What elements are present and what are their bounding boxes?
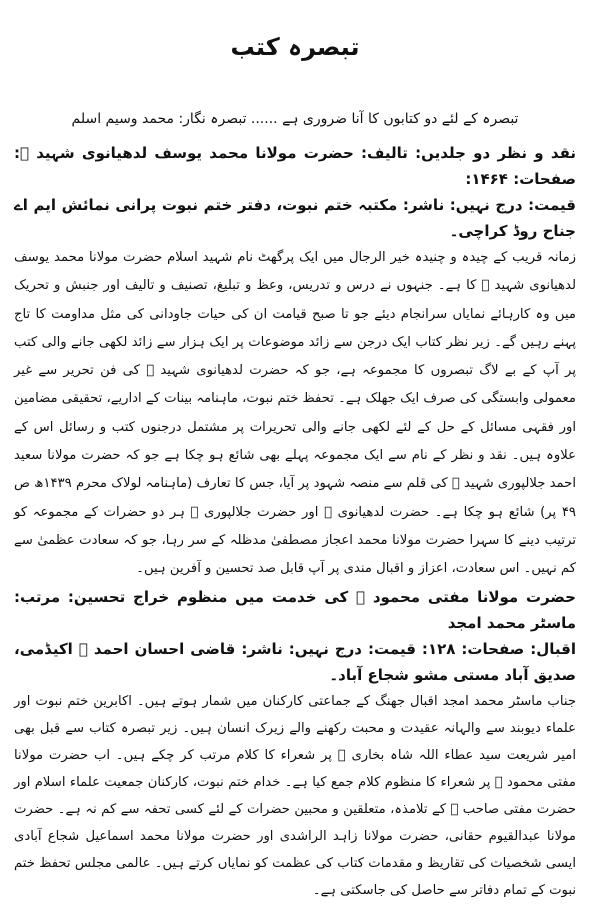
book-review-1 <box>14 140 576 584</box>
book-review-2 <box>14 584 576 904</box>
page-title: تبصرہ کتب <box>230 33 360 61</box>
book2-price: اقبال: صفحات: ۱۲۸: قیمت: درج نہیں: ناشر: قاضی احسان احمد ﷫ اکیڈمی، صدیق آباد مستی مشو شجاع آباد۔ <box>14 639 577 684</box>
book2-review: جناب ماسٹر محمد امجد اقبال جھنگ کے جماعتی کارکنان میں شمار ہوتے ہیں۔ اکابرین ختم نبوت اور علماء دیوبند سے والہانہ عقیدت و محبت رکھنے والے زیرک انسان ہیں۔ زیر تبصرہ کتاب سے قبل بھی امیر شریعت سید عطاء اللہ شاہ بخاری ﷫ پر شعراء کا کلام مرتب کر چکے ہیں۔ اب حضرت مولانا مفتی محمود ﷫ پر شعراء کا منظوم کلام جمع کیا ہے۔ خدام ختم نبوت، کارکنان جمعیت علماء اسلام اور حضرت مفتی صاحب ﷫ کے تلامذہ، متعلقین و محبین حضرات کے لئے کسی تحفہ سے کم نہ ہے۔ حضرت مولانا عبدالقیوم حقانی، حضرت مولانا زاہد الراشدی اور حضرت مولانا محمد اسماعیل شجاع آبادی ایسی شخصیات کی تقاریظ و مقدمات کتاب کی عظمت کو نمایاں کرتے ہیں۔ عالمی مجلس تحفظ ختم نبوت کے تمام دفاتر سے حاصل کی جاسکتی ہے۔ <box>14 693 576 898</box>
book1-heading: نقد و نظر دو جلدیں: تالیف: حضرت مولانا محمد یوسف لدھیانوی شہید ﷫: صفحات: ۱۴۶۴: <box>14 144 576 188</box>
book1-price: قیمت: درج نہیں: ناشر: مکتبہ ختم نبوت، دفتر ختم نبوت پرانی نمائش ایم اے جناح روڈ کراچی۔ <box>14 196 576 240</box>
book1-review: زمانہ قریب کے چیدہ و چنیدہ خیر الرجال میں ایک پرگھٹ نام شہید اسلام حضرت مولانا محمد یوسف لدھیانوی شہید ﷫ کا ہے۔ جنہوں نے درس و تدریس، وعظ و تبلیغ، تصنیف و تالیف اور جنبش و تحریک میں وہ کارہائے نمایاں سرانجام دیئے جو تا صبح قیامت ان کی حیات جاودانی کی مثل مداومت کا تاج پہنے رہیں گے۔ زیر نظر کتاب ایک درجن سے زائد موضوعات پر ایک ہزار سے زائد لکھی جانے والی کتب پر آپ کے بے لاگ تبصروں کا مجموعہ ہے، جو کہ حضرت لدھیانوی شہید ﷫ کی فن تحریر سے غیر معمولی وابستگی کی صرف ایک جھلک ہے۔ تحفظ ختم نبوت، ماہنامہ بینات کے اداریے، تحقیقی مضامین اور فقہی مسائل کے حل کے لئے لکھی جانے والی تحریرات پر مشتمل درجنوں کتب و رسائل اس کے علاوہ ہیں۔ نقد و نظر کے نام سے ایک مجموعہ پہلے بھی شائع ہو چکا ہے جو کہ حضرت مولانا سعید احمد جلالپوری شہید ﷫ کی قلم سے منصہ شہود پر آیا، جس کا تعارف (ماہنامہ لولاک محرم ۱۴۳۹ھ ص ۴۹ پر) شائع ہو چکا ہے۔ حضرت لدھیانوی ﷫ اور حضرت جلالپوری ﷫ ہر دو حضرات کے مجموعہ کو ترتیب دینے کا سہرا حضرت مولانا محمد اعجاز مصطفیٰ مدظلہ کے سر رہا، جو کہ سعادت عظمیٰ سے کم نہیں۔ اس سعادت، اعزاز و اقبال مندی پر آپ قابل صد تحسین و آفرین ہیں۔ <box>13 250 577 577</box>
book2-heading: حضرت مولانا مفتی محمود ﷫ کی خدمت میں منظوم خراج تحسین: مرتب: ماسٹر محمد امجد <box>14 587 576 632</box>
intro-line: تبصرہ کے لئے دو کتابوں کا آنا ضروری ہے ...... تبصرہ نگار: محمد وسیم اسلم <box>71 111 519 127</box>
